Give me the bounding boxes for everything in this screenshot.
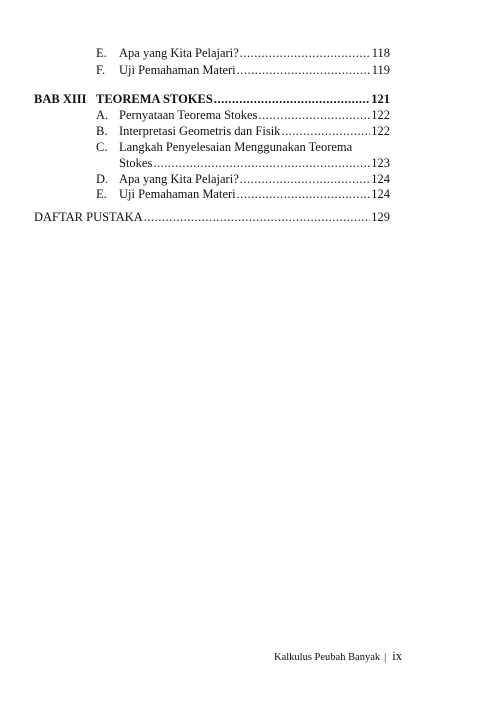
- toc-entry-title: Uji Pemahaman Materi: [119, 63, 236, 77]
- toc-entry-line: [119, 62, 390, 78]
- bibliography-line: [34, 209, 390, 225]
- dot-leader: [214, 91, 370, 107]
- toc-entry-title: Apa yang Kita Pelajari?: [119, 172, 239, 186]
- toc-entry-line: [119, 123, 390, 139]
- dot-leader: [240, 45, 371, 61]
- footer-page-number: ix: [392, 649, 402, 663]
- toc-entry-line: [119, 155, 390, 171]
- toc-entry-line: [119, 107, 390, 123]
- toc-entry-line: [119, 186, 390, 202]
- footer-separator: |: [384, 652, 387, 663]
- toc-entry-title: Uji Pemahaman Materi: [119, 187, 236, 201]
- toc-entry-line: [119, 45, 390, 61]
- dot-leader: [258, 107, 370, 123]
- bibliography-title: DAFTAR PUSTAKA: [34, 210, 143, 224]
- chapter-line: [96, 91, 390, 107]
- toc-entry-page: 122: [371, 124, 390, 138]
- dot-leader: [144, 209, 370, 225]
- toc-entry-title: Langkah Penyelesaian Menggunakan Teorema: [119, 140, 353, 154]
- dot-leader: [237, 186, 371, 202]
- dot-leader: [240, 171, 371, 187]
- toc-entry-letter: E.: [96, 187, 107, 201]
- toc-entry-letter: A.: [96, 108, 109, 122]
- toc-entry-title: Pernyataan Teorema Stokes: [119, 108, 258, 122]
- toc-entry-page: 123: [371, 156, 390, 170]
- dot-leader: [153, 155, 370, 171]
- toc-entry-letter: E.: [96, 46, 107, 60]
- toc-entry-title: Apa yang Kita Pelajari?: [119, 46, 239, 60]
- toc-entry-letter: C.: [96, 140, 108, 154]
- dot-leader: [237, 62, 371, 78]
- toc-entry-page: 124: [371, 172, 390, 186]
- toc-entry-letter: D.: [96, 172, 109, 186]
- toc-entry-page: 118: [371, 46, 390, 60]
- toc-entry-line: [119, 171, 390, 187]
- toc-entry-page: 122: [371, 108, 390, 122]
- toc-entry-letter: F.: [96, 63, 106, 77]
- toc-entry-page: 124: [371, 187, 390, 201]
- chapter-title: TEOREMA STOKES: [96, 92, 213, 106]
- toc-entry-letter: B.: [96, 124, 108, 138]
- footer-book-title: Kalkulus Peubah Banyak: [274, 652, 381, 663]
- toc-entry-title: Interpretasi Geometris dan Fisik: [119, 124, 281, 138]
- chapter-label: BAB XIII: [34, 92, 87, 106]
- chapter-page: 121: [371, 92, 390, 106]
- toc-entry-title-cont: Stokes: [119, 156, 153, 170]
- dot-leader: [281, 123, 370, 139]
- page-footer: [274, 648, 402, 666]
- toc-entry-page: 119: [371, 63, 390, 77]
- bibliography-page: 129: [371, 210, 390, 224]
